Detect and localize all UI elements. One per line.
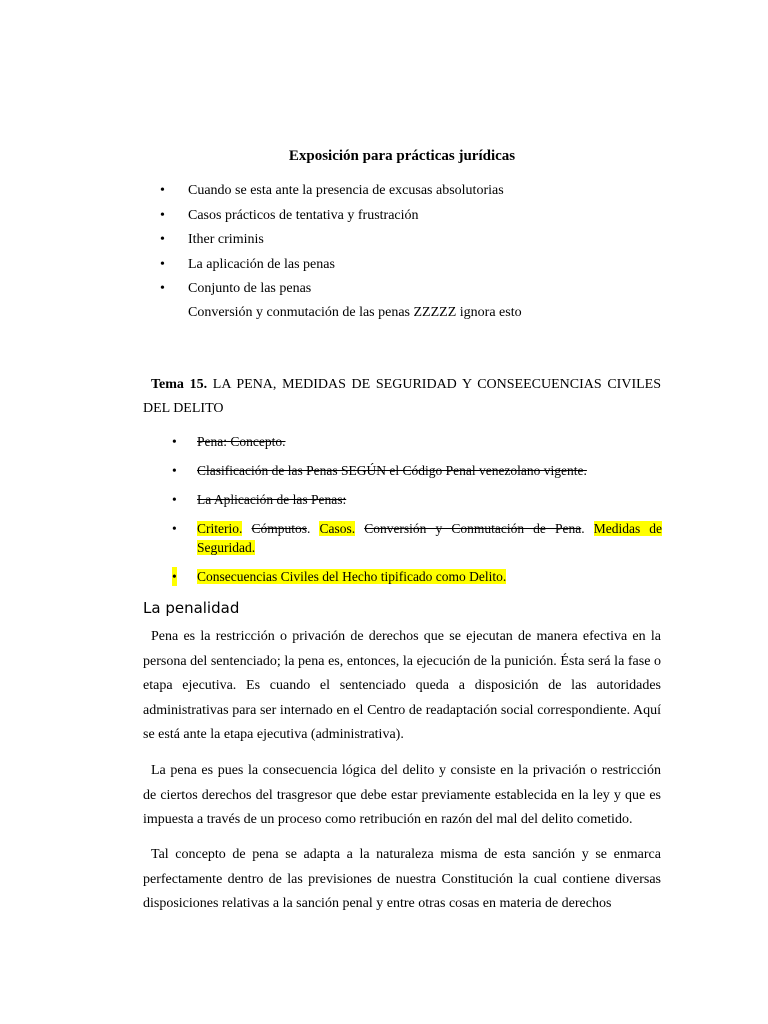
- bullet-icon: •: [172, 569, 177, 584]
- list-item: • Casos prácticos de tentativa y frustración: [160, 206, 504, 231]
- list-item: • Ither criminis: [160, 230, 504, 255]
- intro-list-continuation: Conversión y conmutación de las penas ZZZZZ ignora esto: [188, 305, 522, 320]
- section-heading: La penalidad: [143, 599, 240, 617]
- list-item: • Conjunto de las penas: [160, 279, 504, 304]
- highlighted-text: Consecuencias Civiles del Hecho tipificado como Delito.: [197, 569, 507, 584]
- bullet-icon: •: [160, 281, 165, 297]
- tema-title: LA PENA, MEDIDAS DE SEGURIDAD Y CONSEECUENCIAS CIVILES DEL DELITO: [143, 377, 662, 416]
- list-item: • La Aplicación de las Penas:: [172, 492, 347, 507]
- bullet-icon: •: [172, 434, 177, 449]
- tema-bullet-list: [172, 432, 662, 586]
- bullet-icon: •: [172, 492, 177, 507]
- highlighted-text: Criterio.: [197, 521, 243, 536]
- bullet-icon: •: [160, 256, 165, 272]
- bullet-icon: •: [160, 183, 165, 198]
- list-item: • Pena: Concepto.: [172, 434, 286, 449]
- intro-bullet-list: [160, 181, 504, 304]
- list-item: • Cuando se esta ante la presencia de excusas absolutorias: [160, 181, 504, 206]
- list-item: • Criterio. Cómputos. Casos. Conversión y Conmutación de Pena. Medidas de Seguridad.: [172, 521, 663, 555]
- highlighted-text: Casos.: [319, 521, 356, 536]
- bullet-icon: •: [172, 463, 177, 478]
- highlighted-text: Medidas de Seguridad.: [197, 521, 663, 555]
- list-item: • Clasificación de las Penas SEGÚN el Código Penal venezolano vigente.: [172, 463, 587, 478]
- bullet-icon: •: [172, 521, 177, 536]
- bullet-icon: •: [160, 207, 165, 223]
- tema-number: Tema 15.: [151, 377, 208, 392]
- paragraph: La pena es pues la consecuencia lógica del delito y consiste en la privación o restricción de ciertos derechos del trasgresor que debe estar previamente establecida en la ley y que es impuesta a través de un proceso como retribución en razón del mal del delito cometido.: [143, 763, 661, 828]
- list-item: [172, 567, 662, 586]
- bullet-icon: •: [160, 232, 165, 248]
- paragraph: Pena es la restricción o privación de derechos que se ejecutan de manera efectiva en la persona del sentenciado; la pena es, entonces, la ejecución de la punición. Ésta será la fase o etapa ejecutiva. Es cuando el sentenciado queda a disposición de las autoridades administrativas para ser internado en el Centro de readaptación social correspondiente. Aquí se está ante la etapa ejecutiva (administrativa).: [143, 629, 661, 743]
- list-item: • La aplicación de las penas: [160, 255, 504, 280]
- tema-heading: [143, 373, 661, 421]
- paragraph: Tal concepto de pena se adapta a la naturaleza misma de esta sanción y se enmarca perfectamente dentro de las previsiones de nuestra Constitución la cual contiene diversas disposiciones relativas a la sanción penal y entre otras cosas en materia de derechos: [143, 847, 661, 912]
- document-title: Exposición para prácticas jurídicas: [288, 148, 516, 164]
